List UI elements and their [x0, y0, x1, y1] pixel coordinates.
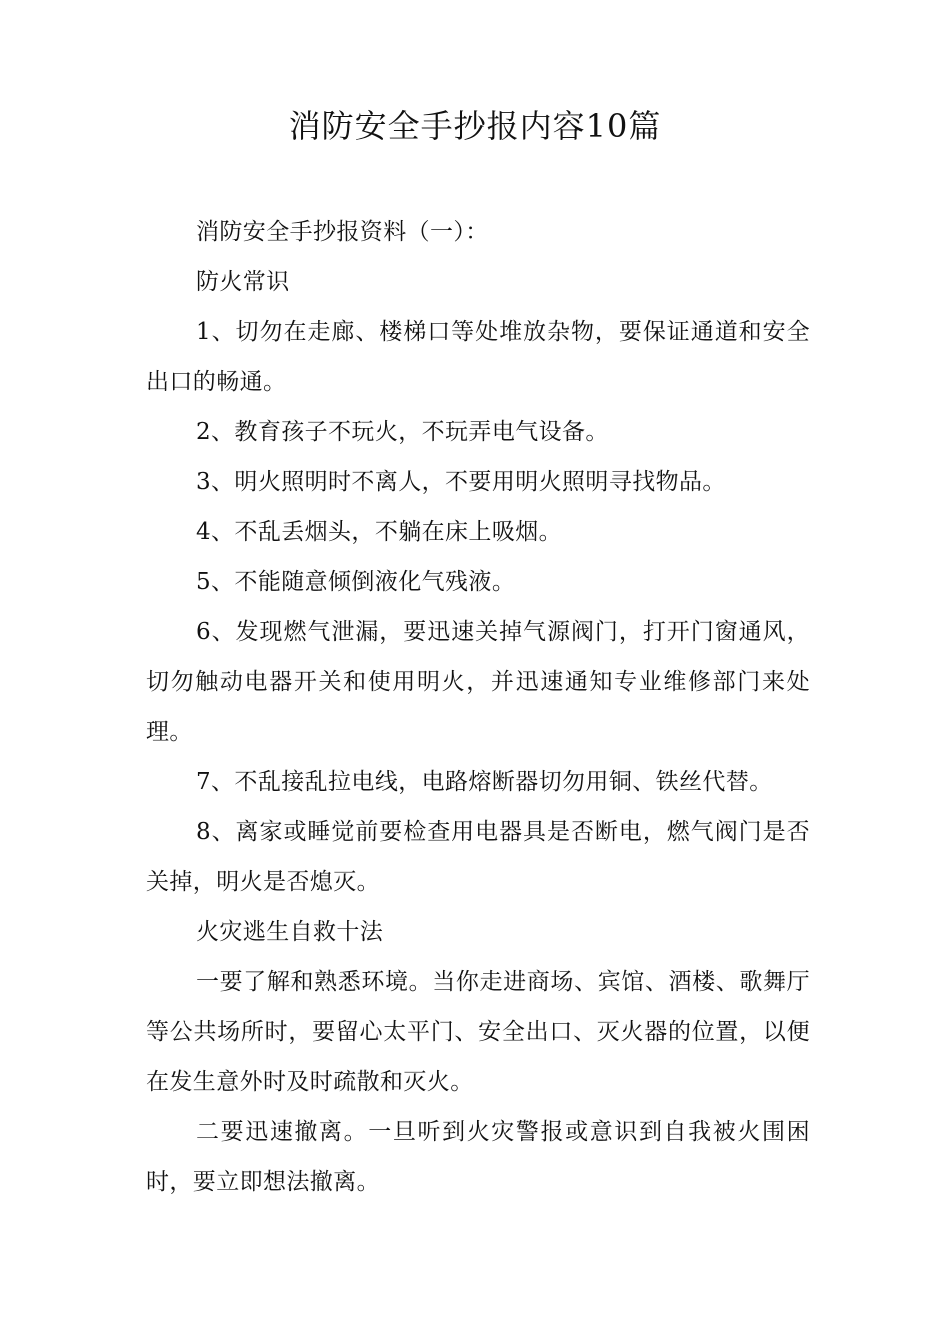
list-item: 4、不乱丢烟头，不躺在床上吸烟。: [196, 519, 563, 545]
body-paragraph: 二要迅速撤离。一旦听到火灾警报或意识到自我被火围困时，要立即想法撤离。: [146, 1119, 810, 1195]
body-paragraph: 一要了解和熟悉环境。当你走进商场、宾馆、酒楼、歌舞厅等公共场所时，要留心太平门、安全出口、灭火器的位置，以便在发生意外时及时疏散和灭火。: [146, 969, 810, 1095]
list-item: 1、切勿在走廊、楼梯口等处堆放杂物，要保证通道和安全出口的畅通。: [146, 319, 810, 395]
section-heading: 消防安全手抄报资料（一）：: [196, 219, 489, 245]
document-body: [146, 207, 810, 1207]
list-item: 7、不乱接乱拉电线，电路熔断器切勿用铜、铁丝代替。: [196, 769, 773, 795]
list-item: 6、发现燃气泄漏，要迅速关掉气源阀门，打开门窗通风，切勿触动电器开关和使用明火，并迅速通知专业维修部门来处理。: [146, 619, 810, 745]
list-item: 8、离家或睡觉前要检查用电器具是否断电，燃气阀门是否关掉，明火是否熄灭。: [146, 819, 810, 895]
subheading-escape-methods: 火灾逃生自救十法: [196, 919, 384, 945]
document-title: 消防安全手抄报内容10篇: [288, 107, 662, 145]
list-item: 2、教育孩子不玩火，不玩弄电气设备。: [196, 419, 609, 445]
subheading-fire-prevention: 防火常识: [196, 269, 290, 295]
list-item: 3、明火照明时不离人，不要用明火照明寻找物品。: [196, 469, 726, 495]
list-item: 5、不能随意倾倒液化气残液。: [196, 569, 516, 595]
